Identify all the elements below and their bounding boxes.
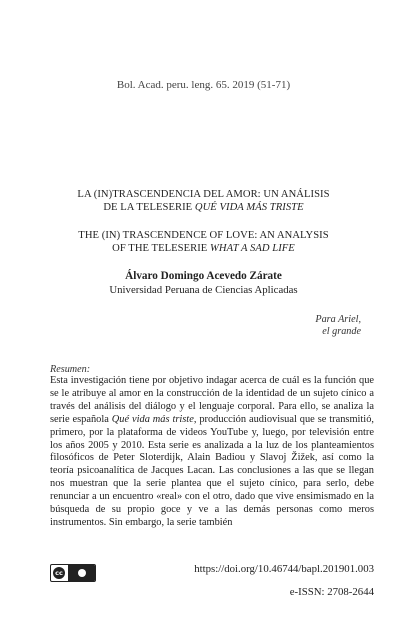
title-english-line2-prefix: OF THE TELESERIE xyxy=(112,243,211,254)
issn: e-ISSN: 2708-2644 xyxy=(289,586,374,598)
title-spanish-series-name: QUÉ VIDA MÁS TRISTE xyxy=(194,202,304,213)
cc-icon: cc xyxy=(53,567,65,579)
dedication-line1: Para Ariel, xyxy=(315,314,361,325)
doi-link[interactable]: https://doi.org/10.46744/bapl.201901.003 xyxy=(194,563,374,575)
journal-citation: Bol. Acad. peru. leng. 65. 2019 (51-71) xyxy=(116,79,291,91)
abstract-label: Resumen: xyxy=(50,364,91,375)
dedication xyxy=(315,314,361,338)
abstract-series-title: Qué vida más triste xyxy=(111,413,194,425)
abstract-text xyxy=(50,375,374,530)
author-name: Álvaro Domingo Acevedo Zárate xyxy=(125,270,282,282)
title-english-series-name: WHAT A SAD LIFE xyxy=(210,243,295,254)
title-english-line1: THE (IN) TRASCENDENCE OF LOVE: AN ANALYSIS xyxy=(78,230,329,241)
title-english-line2 xyxy=(30,242,377,255)
abstract-part2: , producción audiovisual que se transmitió, primero, por la plataforma de videos YouTube y, luego, por televisión entre los años 2005 y 2010. Esta serie es analizada a la luz de los planteamientos filosóficos de Peter Sloterdijk, Alain Badiou y Slavoj Žižek, así como la teoría psicoanalítica de Jacques Lacan. Las conclusiones a las que se llegan nos muestran que la serie plantea que el sujeto cínico, para serlo, debe renunciar a un encuentro «real» con el otro, dado que vive ensimismado en la búsqueda de su propio goce y ve a las demás personas como meros instrumentos. Sin embargo, la serie también xyxy=(50,413,374,528)
title-spanish-line2 xyxy=(30,201,377,214)
person-icon xyxy=(78,569,86,577)
abstract-part1: Esta investigación tiene por objetivo indagar acerca de cuál es la función que se le atribuye al amor en la construcción de la identidad de un sujeto cínico a través del análisis del diálogo y el lenguaje corporal. Para ello, se analiza la serie española xyxy=(50,375,374,425)
title-english xyxy=(30,229,377,255)
dedication-line2: el grande xyxy=(322,326,361,337)
cc-by-license-badge[interactable] xyxy=(50,564,96,582)
title-spanish-line2-prefix: DE LA TELESERIE xyxy=(103,202,195,213)
title-spanish xyxy=(30,188,377,214)
by-attribution-icon xyxy=(68,565,95,581)
title-spanish-line1: LA (IN)TRASCENDENCIA DEL AMOR: UN ANÁLISIS xyxy=(77,189,330,200)
author-affiliation: Universidad Peruana de Ciencias Aplicadas xyxy=(109,284,298,296)
